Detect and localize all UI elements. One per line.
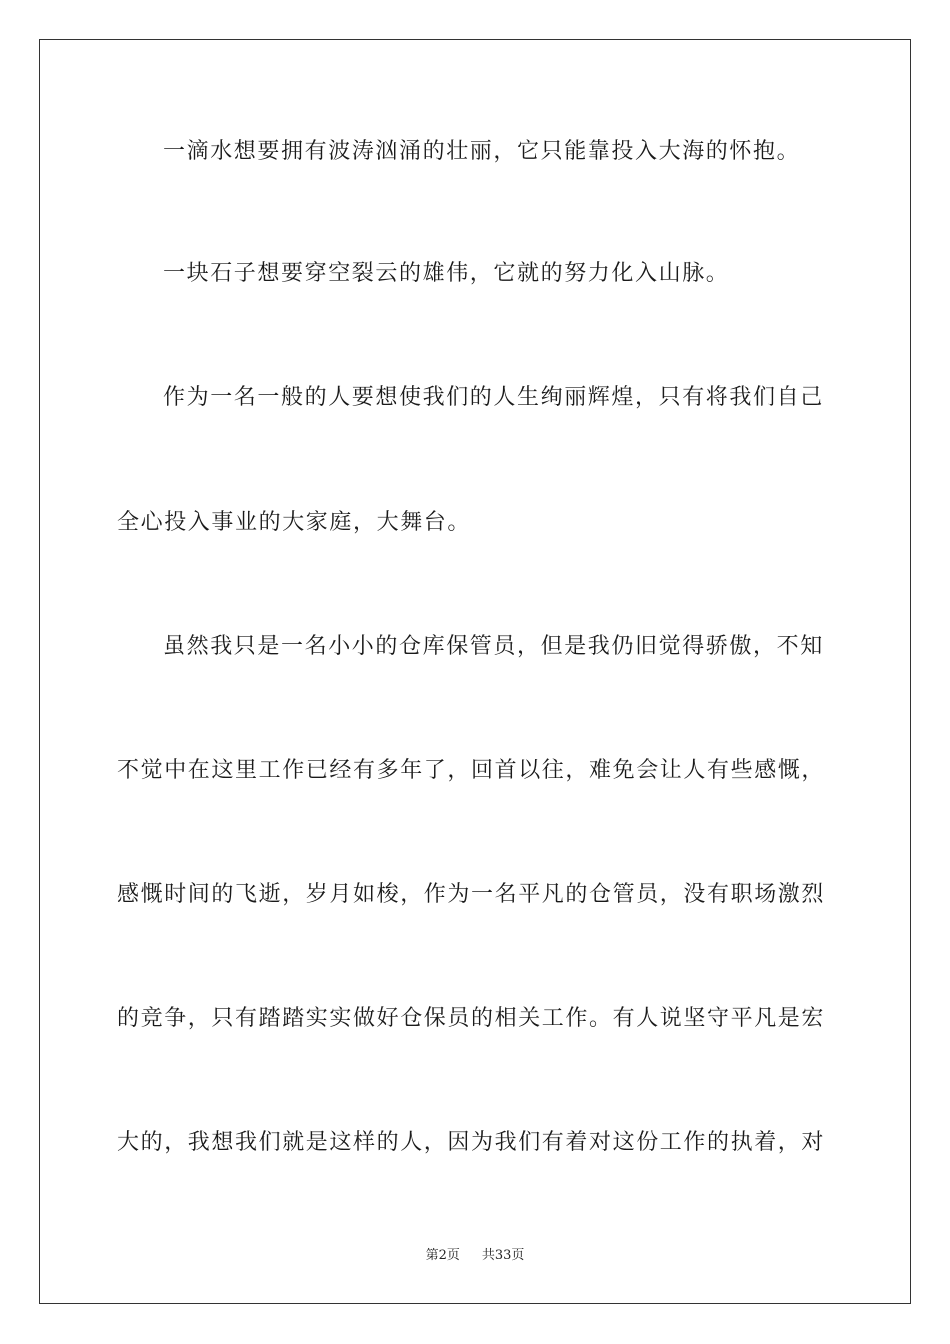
paragraph-4-line-4: 的竞争，只有踏踏实实做好仓保员的相关工作。有人说坚守平凡是宏 (117, 1006, 826, 1031)
paragraph-1-line-1: 一滴水想要拥有波涛汹涌的壮丽，它只能靠投入大海的怀抱。 (163, 139, 801, 164)
paragraph-4-line-2: 不觉中在这里工作已经有多年了，回首以往，难免会让人有些感慨， (117, 758, 826, 783)
paragraph-4-line-1: 虽然我只是一名小小的仓库保管员，但是我仍旧觉得骄傲，不知 (163, 634, 824, 659)
paragraph-3-line-2: 全心投入事业的大家庭，大舞台。 (117, 510, 472, 535)
paragraph-4-line-5: 大的，我想我们就是这样的人，因为我们有着对这份工作的执着，对 (117, 1130, 826, 1155)
page-total: 共33页 (481, 1248, 525, 1263)
page-footer (0, 1247, 950, 1265)
page-number: 第2页 (425, 1248, 460, 1263)
page-border (39, 39, 911, 1304)
paragraph-4-line-3: 感慨时间的飞逝，岁月如梭，作为一名平凡的仓管员，没有职场激烈 (117, 882, 826, 907)
paragraph-3-line-1: 作为一名一般的人要想使我们的人生绚丽辉煌，只有将我们自己 (163, 385, 824, 410)
paragraph-2-line-1: 一块石子想要穿空裂云的雄伟，它就的努力化入山脉。 (163, 261, 730, 286)
